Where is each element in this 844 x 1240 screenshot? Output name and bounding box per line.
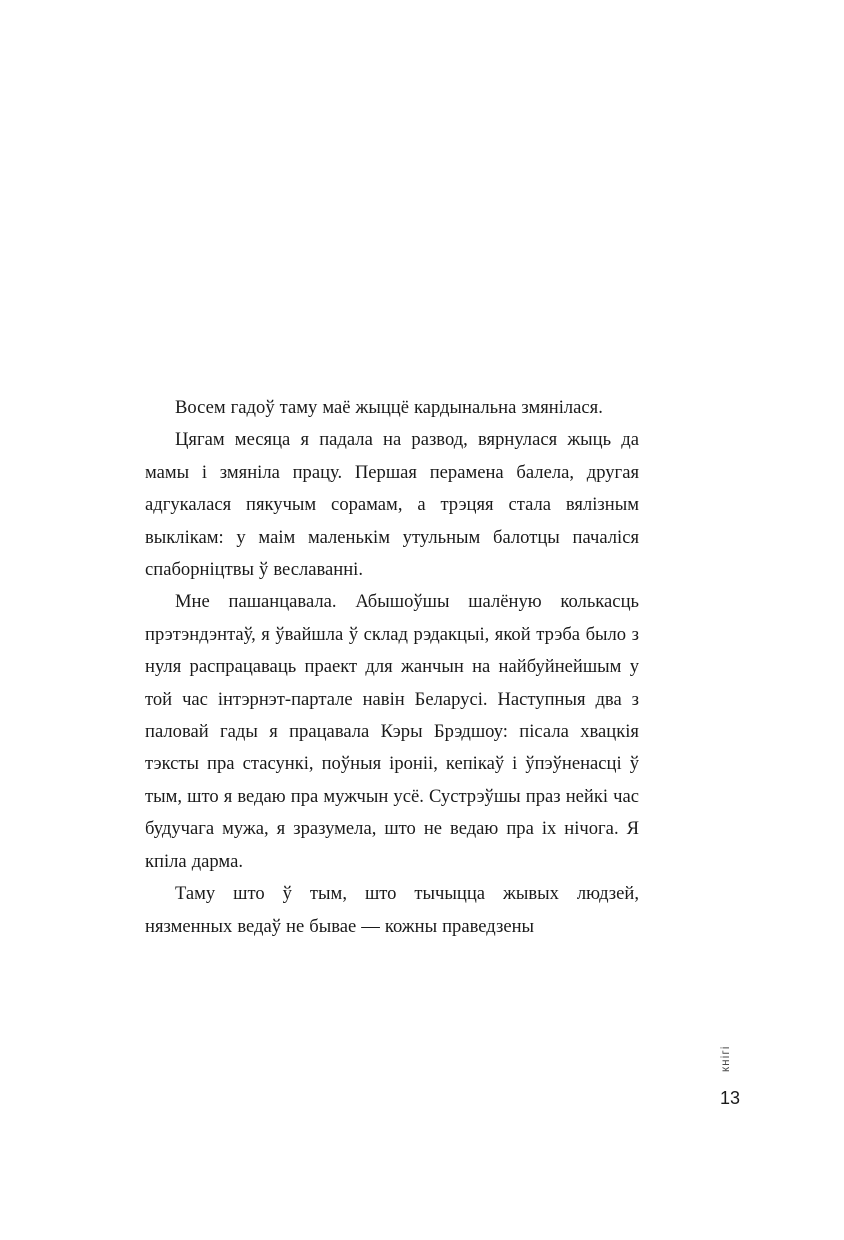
paragraph: Мне пашанцавала. Абышоўшы шалёную колькасць прэтэндэнтаў, я ўвайшла ў склад рэдакцыі, якой трэба было з нуля распрацаваць праект для жанчын на найбуйнейшым у той час інтэрнэт-партале навін Беларусі. Наступныя два з паловай гады я працавала Кэры Брэдшоу: пісала хвацкія тэксты пра стасункі, поўныя іроніі, кепікаў і ўпэўненасці ў тым, што я ведаю пра мужчын усё. Сустрэўшы праз нейкі час будучага мужа, я зразумела, што не ведаю пра іх нічога. Я кпіла дарма. [145, 591, 639, 872]
paragraph: Восем гадоў таму маё жыццё кардынальна змянілася. [175, 397, 603, 418]
body-text [145, 392, 639, 943]
paragraph: Таму што ў тым, што тычыцца жывых людзей, нязменных ведаў не бывае — кожны праведзены [145, 883, 639, 937]
page-number: 13 [719, 1088, 740, 1108]
spine-label: кнігі [720, 1045, 732, 1072]
paragraph: Цягам месяца я падала на развод, вярнулася жыць да мамы і змяніла працу. Першая перамена балела, другая адгукалася пякучым сорамам, а трэцяя стала вялізным выклікам: у маім маленькім утульным балотцы пачаліся спаборніцтвы ў веславанні. [145, 429, 639, 581]
